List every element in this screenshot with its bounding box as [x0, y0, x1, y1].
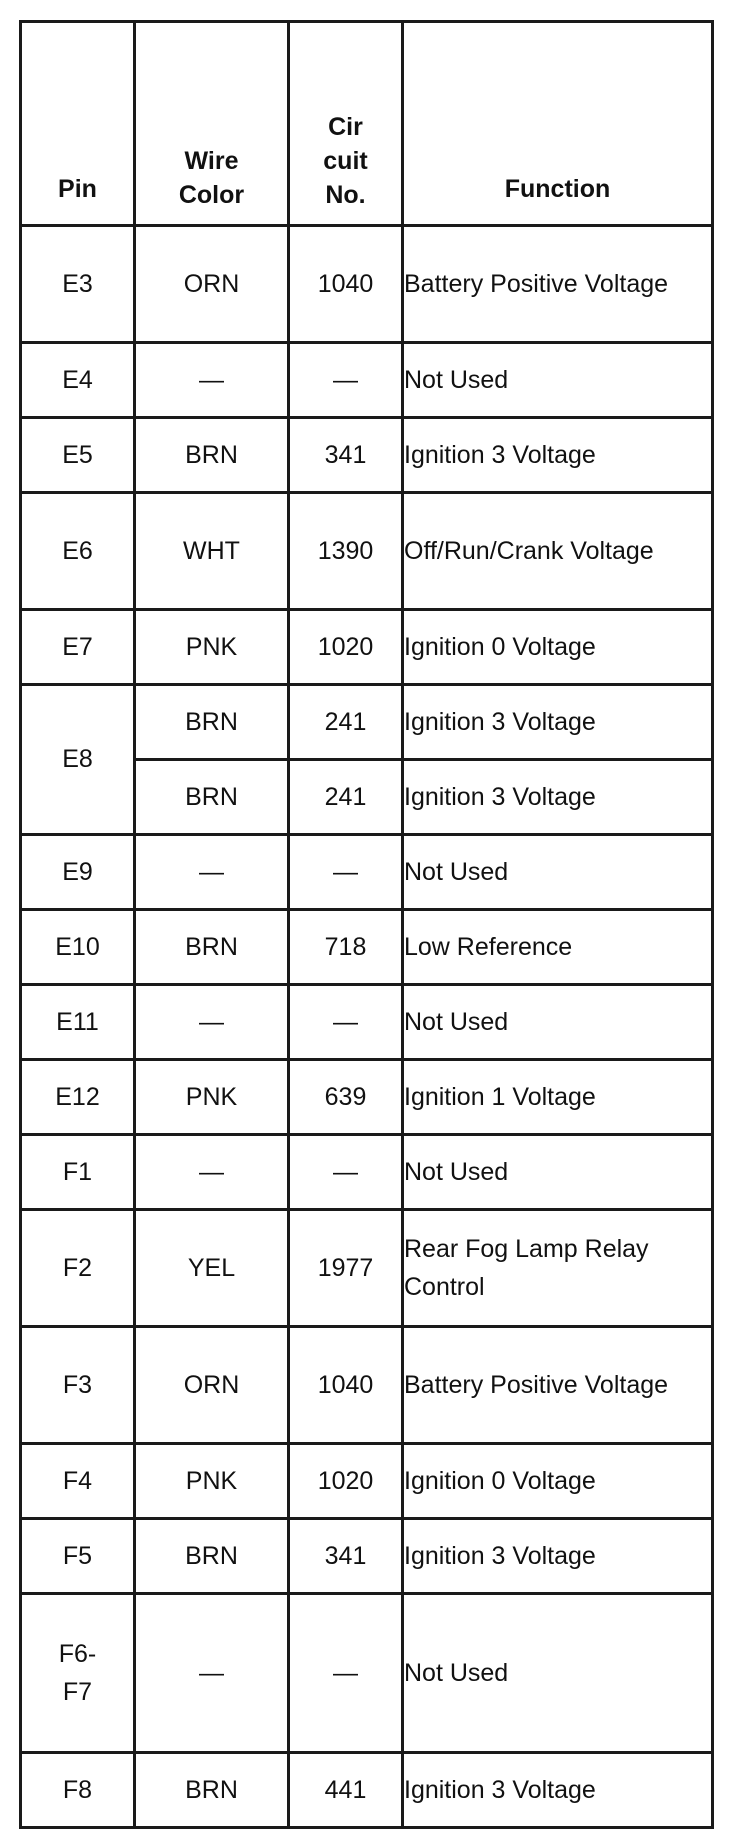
- pin-cell: F5: [21, 1519, 135, 1594]
- wire-color-cell: —: [135, 985, 289, 1060]
- wire-color-cell: ORN: [135, 1327, 289, 1444]
- circuit-number-cell: —: [289, 1135, 403, 1210]
- wire-color-cell: —: [135, 835, 289, 910]
- circuit-number-cell: 1040: [289, 226, 403, 343]
- circuit-number-cell: 1040: [289, 1327, 403, 1444]
- circuit-number-cell: 1020: [289, 610, 403, 685]
- pin-cell: F1: [21, 1135, 135, 1210]
- wire-color-cell: ORN: [135, 226, 289, 343]
- function-cell: Ignition 3 Voltage: [403, 1519, 713, 1594]
- table-row: [21, 1327, 713, 1444]
- wire-color-cell: BRN: [135, 1753, 289, 1828]
- connector-pinout-table: [19, 20, 714, 1829]
- circuit-number-cell: 341: [289, 418, 403, 493]
- circuit-number-cell: 341: [289, 1519, 403, 1594]
- pin-cell: F4: [21, 1444, 135, 1519]
- function-cell: Ignition 3 Voltage: [403, 1753, 713, 1828]
- table-row: [21, 835, 713, 910]
- function-cell: Ignition 3 Voltage: [403, 418, 713, 493]
- circuit-number-cell: 1020: [289, 1444, 403, 1519]
- function-cell: Low Reference: [403, 910, 713, 985]
- pin-cell: E10: [21, 910, 135, 985]
- table-row: [21, 910, 713, 985]
- circuit-number-cell: —: [289, 985, 403, 1060]
- table-row: [21, 418, 713, 493]
- function-cell: Not Used: [403, 343, 713, 418]
- pin-cell: E12: [21, 1060, 135, 1135]
- circuit-number-cell: 718: [289, 910, 403, 985]
- wire-color-cell: —: [135, 343, 289, 418]
- pin-cell: E3: [21, 226, 135, 343]
- wire-color-cell: BRN: [135, 685, 289, 760]
- table-row: [21, 343, 713, 418]
- circuit-number-cell: —: [289, 835, 403, 910]
- table-row: [21, 226, 713, 343]
- circuit-number-cell: 639: [289, 1060, 403, 1135]
- pin-cell: E5: [21, 418, 135, 493]
- wire-color-cell: BRN: [135, 910, 289, 985]
- header-pin: Pin: [21, 22, 135, 226]
- function-cell: Ignition 1 Voltage: [403, 1060, 713, 1135]
- pin-cell: E7: [21, 610, 135, 685]
- function-cell: Rear Fog Lamp Relay Control: [403, 1210, 713, 1327]
- pin-cell: E6: [21, 493, 135, 610]
- function-cell: Not Used: [403, 835, 713, 910]
- pin-cell: F3: [21, 1327, 135, 1444]
- wire-color-cell: —: [135, 1594, 289, 1753]
- circuit-number-cell: 241: [289, 760, 403, 835]
- circuit-number-cell: —: [289, 343, 403, 418]
- table-row: [21, 1519, 713, 1594]
- pin-cell: F8: [21, 1753, 135, 1828]
- wire-color-cell: PNK: [135, 1444, 289, 1519]
- pin-cell: E9: [21, 835, 135, 910]
- table-row: [21, 1753, 713, 1828]
- table-header-row: [21, 22, 713, 226]
- wire-color-cell: —: [135, 1135, 289, 1210]
- function-cell: Battery Positive Voltage: [403, 226, 713, 343]
- circuit-number-cell: 441: [289, 1753, 403, 1828]
- circuit-number-cell: —: [289, 1594, 403, 1753]
- function-cell: Ignition 3 Voltage: [403, 685, 713, 760]
- wire-color-cell: YEL: [135, 1210, 289, 1327]
- pin-cell: F6-F7: [21, 1594, 135, 1753]
- wire-color-cell: BRN: [135, 1519, 289, 1594]
- table-row: [21, 1594, 713, 1753]
- pin-cell: F2: [21, 1210, 135, 1327]
- function-cell: Battery Positive Voltage: [403, 1327, 713, 1444]
- table-row: [21, 493, 713, 610]
- wire-color-cell: WHT: [135, 493, 289, 610]
- table-row: [21, 1210, 713, 1327]
- wire-color-cell: PNK: [135, 610, 289, 685]
- function-cell: Ignition 3 Voltage: [403, 760, 713, 835]
- wire-color-cell: PNK: [135, 1060, 289, 1135]
- table-row: [21, 610, 713, 685]
- header-wire-color: Wire Color: [135, 22, 289, 226]
- table-row: [21, 1060, 713, 1135]
- function-cell: Not Used: [403, 1594, 713, 1753]
- circuit-number-cell: 1390: [289, 493, 403, 610]
- pin-cell: E8: [21, 685, 135, 835]
- wire-color-cell: BRN: [135, 418, 289, 493]
- circuit-number-cell: 241: [289, 685, 403, 760]
- pin-cell: E4: [21, 343, 135, 418]
- function-cell: Not Used: [403, 985, 713, 1060]
- pin-cell: E11: [21, 985, 135, 1060]
- function-cell: Off/Run/Crank Voltage: [403, 493, 713, 610]
- function-cell: Not Used: [403, 1135, 713, 1210]
- table-row: [21, 985, 713, 1060]
- table-row: [21, 1444, 713, 1519]
- circuit-number-cell: 1977: [289, 1210, 403, 1327]
- wire-color-cell: BRN: [135, 760, 289, 835]
- function-cell: Ignition 0 Voltage: [403, 1444, 713, 1519]
- header-function: Function: [403, 22, 713, 226]
- function-cell: Ignition 0 Voltage: [403, 610, 713, 685]
- table-row: [21, 685, 713, 760]
- table-row: [21, 1135, 713, 1210]
- header-circuit-no: Cir cuit No.: [289, 22, 403, 226]
